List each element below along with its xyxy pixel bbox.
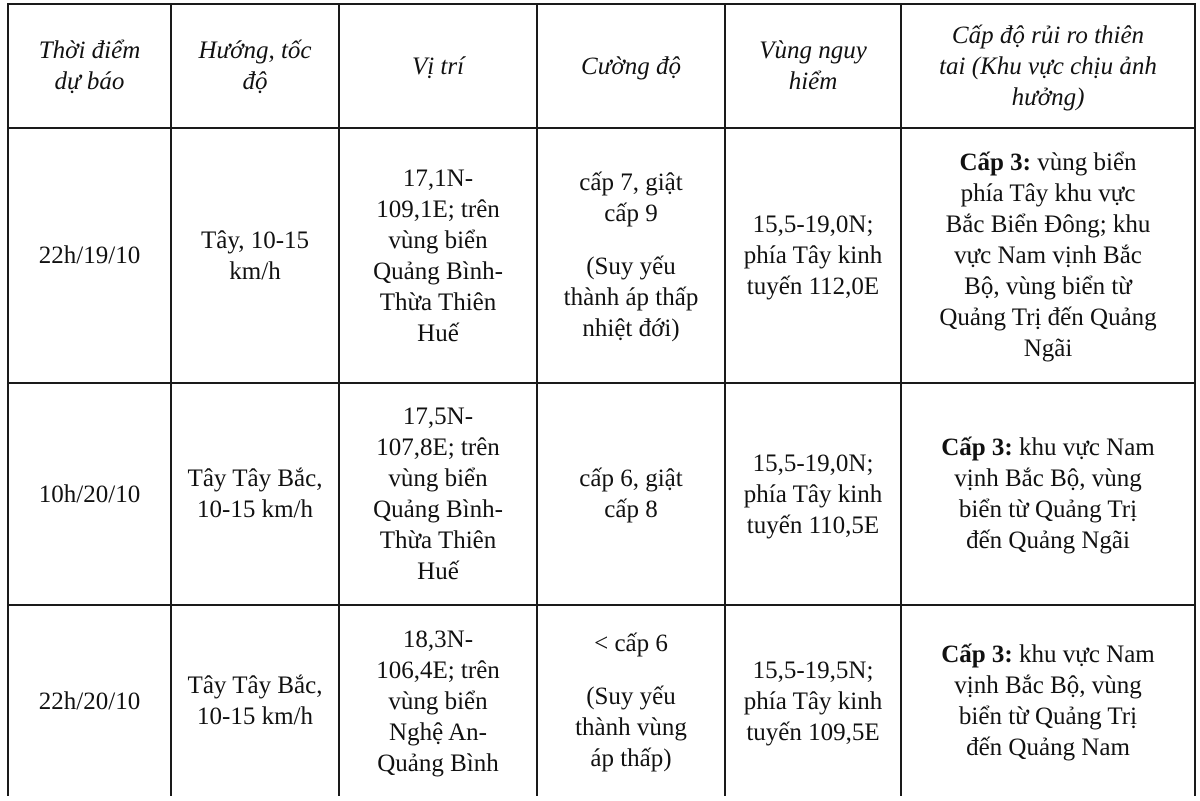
danger-zone-line: tuyến 110,5E [746, 511, 880, 539]
risk-area-first: khu vực Nam [1019, 641, 1155, 668]
risk-area-first: khu vực Nam [1019, 434, 1155, 461]
intensity-line: < cấp 6 [594, 630, 668, 657]
danger-zone-line: phía Tây kinh [743, 242, 883, 269]
cell-direction [171, 128, 339, 383]
header-direction-speed: Hướng, tốc độ [171, 4, 339, 128]
forecast-row [8, 605, 1195, 796]
position-line: Quảng Bình- [373, 496, 503, 523]
risk-area-line: vịnh Bắc Bộ, vùng [954, 465, 1142, 492]
intensity-note-line: áp thấp) [590, 745, 672, 772]
cell-time [8, 128, 171, 383]
cell-time [8, 383, 171, 605]
risk-area-line: Quảng Trị đến Quảng [939, 304, 1157, 331]
risk-area-line: vịnh Bắc Bộ, vùng [954, 672, 1142, 699]
risk-area-line: Bắc Biển Đông; khu [945, 211, 1151, 238]
position-line: 107,8E; trên [376, 434, 500, 461]
spacer [544, 229, 718, 251]
header-risk-level: Cấp độ rủi ro thiên tai (Khu vực chịu ảnh hưởng) [901, 4, 1195, 128]
danger-zone-line: tuyến 112,0E [746, 273, 880, 300]
risk-area-line: đến Quảng Ngãi [966, 527, 1130, 554]
risk-area-line: vực Nam vịnh Bắc [954, 242, 1142, 269]
position-line: Nghệ An- [389, 718, 487, 746]
risk-level: Cấp 3: [941, 641, 1013, 668]
header-position: Vị trí [339, 4, 537, 128]
position-line: 17,1N- [402, 164, 474, 192]
direction-line: Tây, 10-15 [200, 226, 310, 254]
intensity-line: cấp 6, giật [579, 465, 683, 492]
cell-intensity [537, 383, 725, 605]
intensity-line: cấp 7, giật [579, 169, 683, 196]
risk-area-line: đến Quảng Nam [966, 734, 1130, 761]
intensity-line: cấp 9 [604, 200, 658, 227]
position-line: 109,1E; trên [376, 195, 500, 223]
risk-first-line [908, 432, 1188, 463]
risk-area-line: biển từ Quảng Trị [958, 703, 1138, 730]
header-row [8, 4, 1195, 128]
position-line: Thừa Thiên [379, 527, 497, 554]
danger-zone-line: tuyến 109,5E [746, 718, 880, 746]
intensity-note-line: (Suy yếu [586, 683, 676, 710]
position-line: vùng biển [388, 687, 488, 715]
cell-danger-zone [725, 383, 901, 605]
cell-position [339, 128, 537, 383]
direction-line: 10-15 km/h [197, 703, 313, 730]
risk-first-line [908, 147, 1188, 178]
intensity-note-line: nhiệt đới) [582, 315, 680, 342]
storm-forecast-table [7, 3, 1196, 796]
position-line: Huế [417, 558, 459, 585]
position-line: 18,3N- [402, 625, 474, 653]
position-line: Quảng Bình- [373, 257, 503, 285]
direction-line: 10-15 km/h [197, 496, 313, 523]
risk-first-line [908, 639, 1188, 670]
risk-area-line: Bộ, vùng biển từ [964, 273, 1132, 300]
cell-direction [171, 605, 339, 796]
danger-zone-line: phía Tây kinh [743, 480, 883, 508]
position-line: 17,5N- [402, 403, 474, 430]
intensity-line: cấp 8 [604, 496, 658, 523]
risk-area-line: Ngãi [1023, 335, 1073, 362]
cell-position [339, 383, 537, 605]
position-line: Huế [417, 319, 459, 347]
intensity-note-line: thành áp thấp [563, 284, 699, 311]
header-intensity: Cường độ [537, 4, 725, 128]
forecast-row [8, 383, 1195, 605]
cell-direction [171, 383, 339, 605]
position-line: 106,4E; trên [376, 656, 500, 684]
cell-risk [901, 128, 1195, 383]
risk-area-line: phía Tây khu vực [960, 180, 1136, 207]
cell-time [8, 605, 171, 796]
position-line: Thừa Thiên [379, 288, 497, 316]
header-time: Thời điểm dự báo [8, 4, 171, 128]
danger-zone-line: phía Tây kinh [743, 687, 883, 715]
danger-zone-line: 15,5-19,0N; [752, 449, 874, 477]
cell-danger-zone [725, 128, 901, 383]
danger-zone-line: 15,5-19,5N; [752, 656, 874, 684]
intensity-note-line: (Suy yếu [586, 253, 676, 280]
risk-level: Cấp 3: [941, 434, 1013, 461]
time-value: 10h/20/10 [38, 480, 141, 508]
position-line: Quảng Bình [377, 749, 499, 777]
risk-level: Cấp 3: [959, 149, 1031, 176]
time-value: 22h/19/10 [38, 242, 141, 269]
cell-danger-zone [725, 605, 901, 796]
direction-line: Tây Tây Bắc, [187, 465, 323, 492]
forecast-body [8, 128, 1195, 796]
forecast-row [8, 128, 1195, 383]
risk-area-first: vùng biển [1037, 149, 1137, 176]
cell-intensity [537, 128, 725, 383]
position-line: vùng biển [388, 226, 488, 254]
danger-zone-line: 15,5-19,0N; [752, 211, 874, 238]
cell-risk [901, 383, 1195, 605]
direction-line: Tây Tây Bắc, [187, 672, 323, 699]
risk-area-line: biển từ Quảng Trị [958, 496, 1138, 523]
spacer [544, 659, 718, 681]
position-line: vùng biển [388, 465, 488, 492]
header-danger-zone: Vùng nguy hiểm [725, 4, 901, 128]
intensity-note-line: thành vùng [575, 714, 687, 741]
time-value: 22h/20/10 [38, 687, 141, 715]
cell-position [339, 605, 537, 796]
direction-line: km/h [229, 257, 281, 285]
cell-risk [901, 605, 1195, 796]
cell-intensity [537, 605, 725, 796]
